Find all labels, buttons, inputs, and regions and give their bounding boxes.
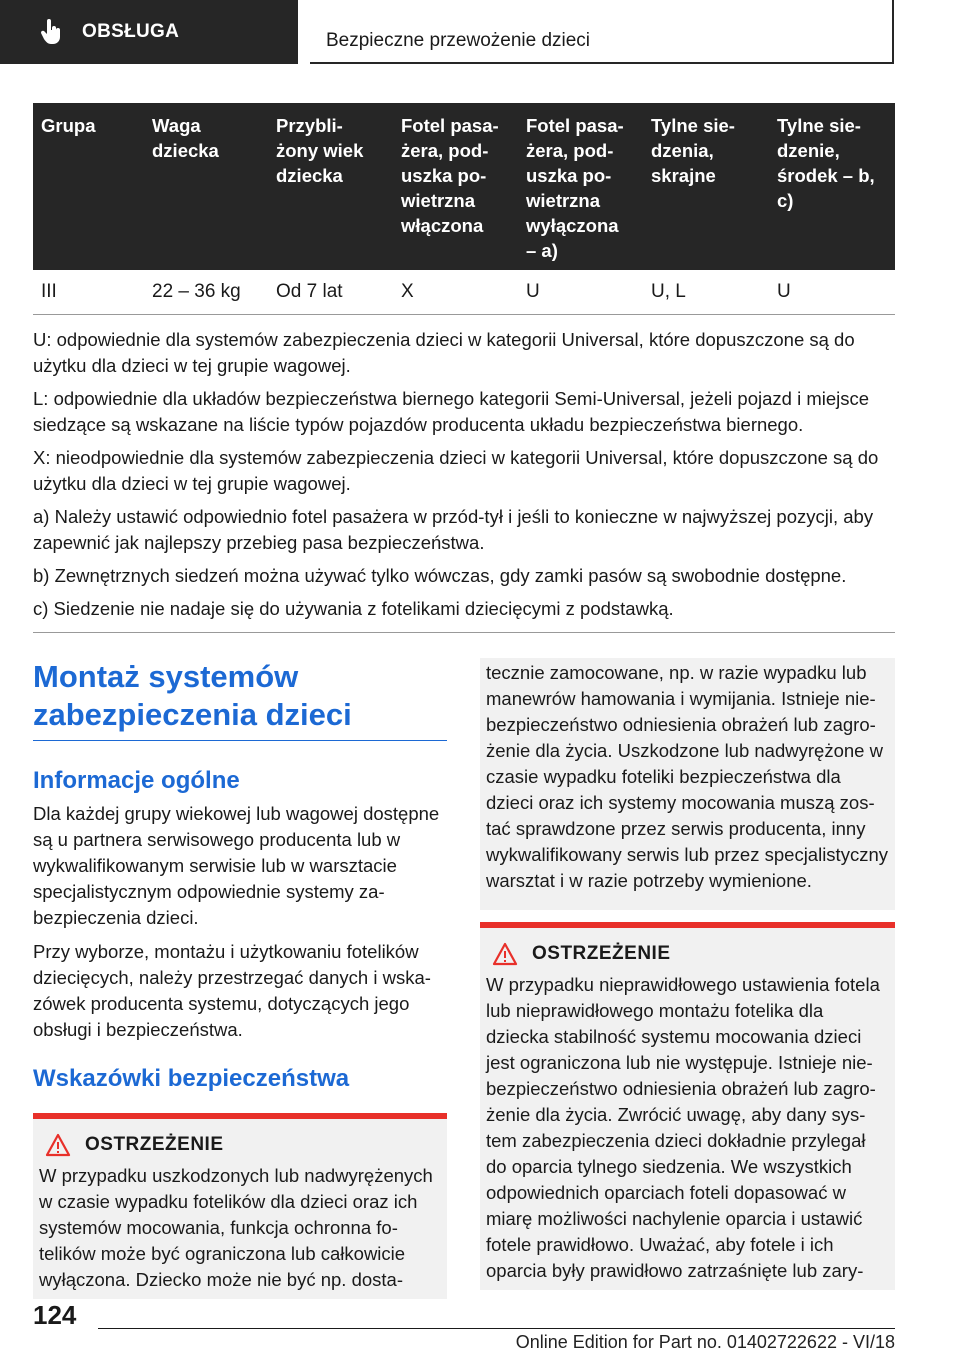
table-cell: U xyxy=(526,281,540,302)
column-header: Fotel pasa- żera, pod- uszka po- wietrzna włączona xyxy=(401,115,499,236)
left-column xyxy=(33,658,447,1299)
child-seat-table xyxy=(33,103,895,633)
table-cell: 22 – 36 kg xyxy=(152,281,241,302)
table-cell: X xyxy=(401,281,414,302)
warning-continuation xyxy=(480,658,895,910)
column-header: Tylne sie- dzenie, środek – b, c) xyxy=(777,115,875,211)
warning-label: OSTRZEŻENIE xyxy=(532,943,671,964)
table-note: X: nieodpowiednie dla systemów zabezpieczenia dzieci w kategorii Universal, które dopuszczone są do użytku dla dzieci w tej grupie wagowej. xyxy=(33,447,879,494)
warning-triangle-icon xyxy=(45,1133,71,1157)
table-row xyxy=(33,270,895,315)
warning-text: W przypadku nieprawidłowego ustawienia fotela lub nieprawidłowego montażu fotelika dla dziecka stabilność systemu mocowania dzieci jest ograniczona lub nie występuje. Istnieje niebezpieczeństwo odniesienia obrażeń lub zagrożenie dla życia. Zwrócić uwagę, aby dany system zabezpieczenia dzieci dokładnie przylegał do oparcia tylnego siedzenia. We wszystkich odpowiednich oparciach foteli dopasować w miarę możliwości nachylenie oparcia i ustawić fotele prawidłowo. Uważać, aby fotele i ich oparcia były prawidłowo zatrzaśnięte lub zary- xyxy=(486,974,880,1281)
section-title: OBSŁUGA xyxy=(82,21,180,42)
edition-note: Online Edition for Part no. 01402722622 - VI/18 xyxy=(515,1332,895,1352)
table-note: L: odpowiednie dla układów bezpieczeństwa biernego kategorii Semi-Universal, jeżeli pojazd i miejsce siedzące są wskazane na liście typów pojazdów producenta układu bezpieczeństwa biernego. xyxy=(33,388,870,435)
subheading-general: Informacje ogólne xyxy=(33,767,240,794)
paragraph: Przy wyborze, montażu i użytkowaniu fotelików dziecięcych, należy przestrzegać danych i wskazówek producenta systemu, dotyczących jego obsługi i bezpieczeństwa. xyxy=(33,941,431,1040)
table-cell: U, L xyxy=(651,281,686,302)
warning-box xyxy=(480,922,895,1290)
column-header: Przybli- żony wiek dziecka xyxy=(276,115,364,186)
warning-triangle-icon xyxy=(492,942,518,966)
hand-pointer-icon xyxy=(40,19,62,45)
section-heading: Montaż systemów zabezpieczenia dzieci xyxy=(33,658,447,741)
chapter-header xyxy=(310,0,894,64)
table-notes xyxy=(33,315,895,633)
table-note: b) Zewnętrznych siedzeń można używać tylko wówczas, gdy zamki pasów są swobodnie dostępne. xyxy=(33,565,847,586)
right-column xyxy=(480,658,895,1290)
page-number: 124 xyxy=(33,1300,77,1330)
warning-text: tecznie zamocowane, np. w razie wypadku lub manewrów hamowania i wymijania. Istnieje niebezpieczeństwo odniesienia obrażeń lub zagrożenie dla życia. Uszkodzone lub nadwyrężone w czasie wypadku foteliki bezpieczeństwa dla dzieci oraz ich systemy mocowania muszą zostać sprawdzone przez serwis producenta, inny wykwalifikowany serwis lub przez specjalistyczny warsztat i w razie potrzeby wymienione. xyxy=(486,662,888,891)
column-header: Tylne sie- dzenia, skrajne xyxy=(651,115,735,186)
table-header xyxy=(33,103,895,270)
table-cell: U xyxy=(777,281,791,302)
section-tab xyxy=(0,0,298,64)
table-note: c) Siedzenie nie nadaje się do używania z fotelikami dziecięcymi z podstawką. xyxy=(33,598,674,619)
column-header: Grupa xyxy=(41,115,96,136)
warning-text: W przypadku uszkodzonych lub nadwyrężenych w czasie wypadku fotelików dla dzieci oraz ich systemów mocowania, funkcja ochronna fotelików może być ograniczona lub całkowicie wyłączona. Dziecko może nie być np. dosta- xyxy=(39,1165,433,1290)
subheading-safety: Wskazówki bezpieczeństwa xyxy=(33,1065,350,1092)
warning-title xyxy=(39,1133,441,1157)
chapter-title: Bezpieczne przewożenie dzieci xyxy=(326,30,591,51)
paragraph: Dla każdej grupy wiekowej lub wagowej dostępne są u partnera serwisowego producenta lub w wykwalifikowanym serwisie lub w warsztacie specjalistycznym odpowiednie systemy zabezpieczenia dzieci. xyxy=(33,803,440,928)
warning-label: OSTRZEŻENIE xyxy=(85,1134,224,1155)
footer-divider xyxy=(98,1328,895,1329)
table-note: a) Należy ustawić odpowiednio fotel pasażera w przód-tył i jeśli to konieczne w najwyższej pozycji, aby zapewnić jak najlepszy przebieg pasa bezpieczeństwa. xyxy=(33,506,874,553)
warning-box xyxy=(33,1113,447,1299)
table-note: U: odpowiednie dla systemów zabezpieczenia dzieci w kategorii Universal, które dopuszczone są do użytku dla dzieci w tej grupie wagowej. xyxy=(33,329,855,376)
table-cell: Od 7 lat xyxy=(276,281,343,302)
column-header: Fotel pasa- żera, pod- uszka po- wietrzna wyłączona – a) xyxy=(526,115,624,261)
table-cell: III xyxy=(41,281,57,302)
column-header: Waga dziecka xyxy=(152,115,219,161)
warning-title xyxy=(486,942,889,966)
